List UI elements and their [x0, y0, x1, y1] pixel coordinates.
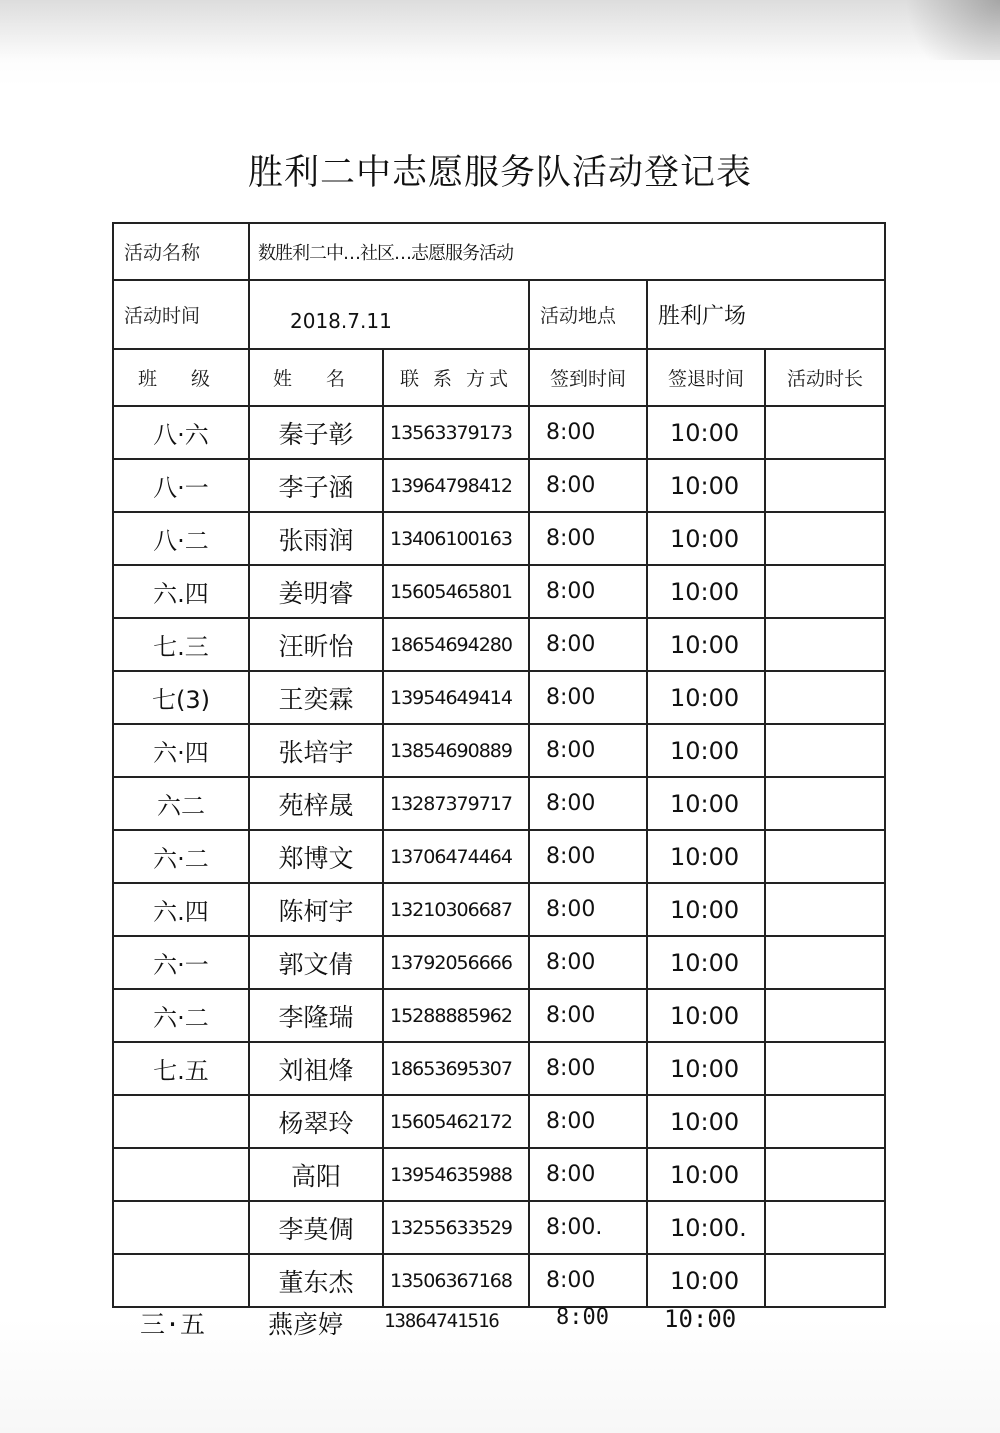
- row-sign-out: 10:00: [647, 724, 765, 777]
- row-sign-out: 10:00: [647, 1095, 765, 1148]
- row-name: 张培宇: [249, 724, 383, 777]
- row-phone: 13964798412: [383, 459, 529, 512]
- activity-place-value: 胜利广场: [647, 280, 885, 349]
- row-sign-in: 8:00: [529, 883, 647, 936]
- row-phone: 13406100163: [383, 512, 529, 565]
- row-sign-in: 8:00: [529, 565, 647, 618]
- row-sign-out: 10:00: [647, 883, 765, 936]
- table-row: [113, 1095, 885, 1148]
- row-phone: 13506367168: [383, 1254, 529, 1307]
- row-name: 刘祖烽: [249, 1042, 383, 1095]
- row-sign-in: 8:00: [529, 777, 647, 830]
- row-class: 六·二: [113, 989, 249, 1042]
- col-header-sign-in: 签到时间: [529, 349, 647, 406]
- table-row: [113, 1148, 885, 1201]
- row-name: 陈柯宇: [249, 883, 383, 936]
- extra-row-sign-out: 10:00: [664, 1305, 737, 1333]
- row-sign-in: 8:00: [529, 1254, 647, 1307]
- table-row: [113, 883, 885, 936]
- row-class: 六·一: [113, 936, 249, 989]
- activity-time-row: [113, 280, 885, 349]
- table-row: [113, 989, 885, 1042]
- row-phone: 13854690889: [383, 724, 529, 777]
- row-sign-in: 8:00: [529, 406, 647, 459]
- row-duration: [765, 724, 885, 777]
- row-name: 李隆瑞: [249, 989, 383, 1042]
- row-phone: 15605465801: [383, 565, 529, 618]
- row-duration: [765, 1201, 885, 1254]
- row-name: 李莫倜: [249, 1201, 383, 1254]
- row-sign-in: 8:00: [529, 724, 647, 777]
- col-header-sign-out: 签退时间: [647, 349, 765, 406]
- table-row: [113, 618, 885, 671]
- row-class: 六·四: [113, 724, 249, 777]
- row-phone: 13792056666: [383, 936, 529, 989]
- row-sign-out: 10:00: [647, 989, 765, 1042]
- table-row: [113, 1254, 885, 1307]
- col-header-phone: 联 系 方式: [383, 349, 529, 406]
- row-class: 八·一: [113, 459, 249, 512]
- row-sign-out: 10:00: [647, 671, 765, 724]
- row-duration: [765, 459, 885, 512]
- extra-row-sign-in: 8:00: [556, 1305, 609, 1330]
- row-sign-in: 8:00: [529, 671, 647, 724]
- scan-corner-shadow: [880, 0, 1000, 60]
- table-row: [113, 830, 885, 883]
- row-class: 六·二: [113, 830, 249, 883]
- row-sign-in: 8:00: [529, 618, 647, 671]
- row-sign-out: 10:00: [647, 459, 765, 512]
- form-title: 胜利二中志愿服务队活动登记表: [247, 153, 752, 193]
- row-duration: [765, 989, 885, 1042]
- row-sign-out: 10:00: [647, 830, 765, 883]
- row-phone: 13210306687: [383, 883, 529, 936]
- row-sign-in: 8:00: [529, 512, 647, 565]
- col-header-name: 姓 名: [249, 349, 383, 406]
- row-sign-out: 10:00: [647, 936, 765, 989]
- row-duration: [765, 565, 885, 618]
- row-phone: 18653695307: [383, 1042, 529, 1095]
- row-class: [113, 1148, 249, 1201]
- row-duration: [765, 1042, 885, 1095]
- col-header-class: 班 级: [113, 349, 249, 406]
- row-sign-in: 8:00: [529, 989, 647, 1042]
- row-sign-out: 10:00: [647, 565, 765, 618]
- row-name: 姜明睿: [249, 565, 383, 618]
- row-phone: 18654694280: [383, 618, 529, 671]
- activity-name-row: [113, 223, 885, 280]
- table-row: [113, 565, 885, 618]
- row-sign-in: 8:00: [529, 459, 647, 512]
- row-duration: [765, 406, 885, 459]
- row-duration: [765, 671, 885, 724]
- activity-place-label: 活动地点: [529, 280, 647, 349]
- row-sign-out: 10:00: [647, 406, 765, 459]
- row-class: 七.五: [113, 1042, 249, 1095]
- row-duration: [765, 777, 885, 830]
- row-sign-in: 8:00: [529, 936, 647, 989]
- row-phone: 15288885962: [383, 989, 529, 1042]
- column-header-row: [113, 349, 885, 406]
- extra-row-name: 燕彦婷: [268, 1310, 344, 1339]
- row-class: 七(3): [113, 671, 249, 724]
- row-phone: 13954635988: [383, 1148, 529, 1201]
- row-phone: 13255633529: [383, 1201, 529, 1254]
- table-row: [113, 1201, 885, 1254]
- table-row: [113, 777, 885, 830]
- row-class: 六.四: [113, 565, 249, 618]
- row-name: 高阳: [249, 1148, 383, 1201]
- row-sign-out: 10:00: [647, 1042, 765, 1095]
- row-class: [113, 1201, 249, 1254]
- row-sign-in: 8:00: [529, 1042, 647, 1095]
- activity-name-label: 活动名称: [113, 223, 249, 280]
- table-row: [113, 671, 885, 724]
- row-class: [113, 1095, 249, 1148]
- row-duration: [765, 1095, 885, 1148]
- row-sign-out: 10:00: [647, 1254, 765, 1307]
- row-name: 董东杰: [249, 1254, 383, 1307]
- row-name: 秦子彰: [249, 406, 383, 459]
- row-duration: [765, 618, 885, 671]
- table-row: [113, 459, 885, 512]
- row-sign-out: 10:00: [647, 1148, 765, 1201]
- row-phone: 13954649414: [383, 671, 529, 724]
- row-duration: [765, 936, 885, 989]
- row-duration: [765, 830, 885, 883]
- row-name: 郑博文: [249, 830, 383, 883]
- row-class: 六.四: [113, 883, 249, 936]
- row-name: 杨翠玲: [249, 1095, 383, 1148]
- scan-shadow: [0, 0, 1000, 60]
- row-name: 汪昕怡: [249, 618, 383, 671]
- row-sign-in: 8:00: [529, 1148, 647, 1201]
- row-sign-out: 10:00.: [647, 1201, 765, 1254]
- row-duration: [765, 883, 885, 936]
- table-row: [113, 406, 885, 459]
- table-row: [113, 1042, 885, 1095]
- table-row: [113, 512, 885, 565]
- row-class: 六二: [113, 777, 249, 830]
- row-name: 王奕霖: [249, 671, 383, 724]
- extra-row-phone: 13864741516: [384, 1310, 499, 1332]
- row-phone: 13287379717: [383, 777, 529, 830]
- row-name: 郭文倩: [249, 936, 383, 989]
- row-name: 李子涵: [249, 459, 383, 512]
- row-phone: 13706474464: [383, 830, 529, 883]
- row-class: 八·二: [113, 512, 249, 565]
- row-sign-in: 8:00: [529, 1095, 647, 1148]
- registration-table: [112, 222, 886, 1308]
- activity-time-value: 2018.7.11: [249, 280, 529, 349]
- row-name: 张雨润: [249, 512, 383, 565]
- row-sign-out: 10:00: [647, 512, 765, 565]
- col-header-duration: 活动时长: [765, 349, 885, 406]
- activity-name-value: 数胜利二中…社区…志愿服务活动: [249, 223, 885, 280]
- row-sign-in: 8:00: [529, 830, 647, 883]
- extra-row-class: 三·五: [140, 1310, 206, 1339]
- row-sign-out: 10:00: [647, 618, 765, 671]
- row-class: 八·六: [113, 406, 249, 459]
- row-duration: [765, 1148, 885, 1201]
- activity-time-label: 活动时间: [113, 280, 249, 349]
- table-row: [113, 724, 885, 777]
- row-phone: 15605462172: [383, 1095, 529, 1148]
- row-class: 七.三: [113, 618, 249, 671]
- row-phone: 13563379173: [383, 406, 529, 459]
- table-row: [113, 936, 885, 989]
- row-name: 苑梓晟: [249, 777, 383, 830]
- row-class: [113, 1254, 249, 1307]
- row-duration: [765, 512, 885, 565]
- row-sign-out: 10:00: [647, 777, 765, 830]
- row-sign-in: 8:00.: [529, 1201, 647, 1254]
- row-duration: [765, 1254, 885, 1307]
